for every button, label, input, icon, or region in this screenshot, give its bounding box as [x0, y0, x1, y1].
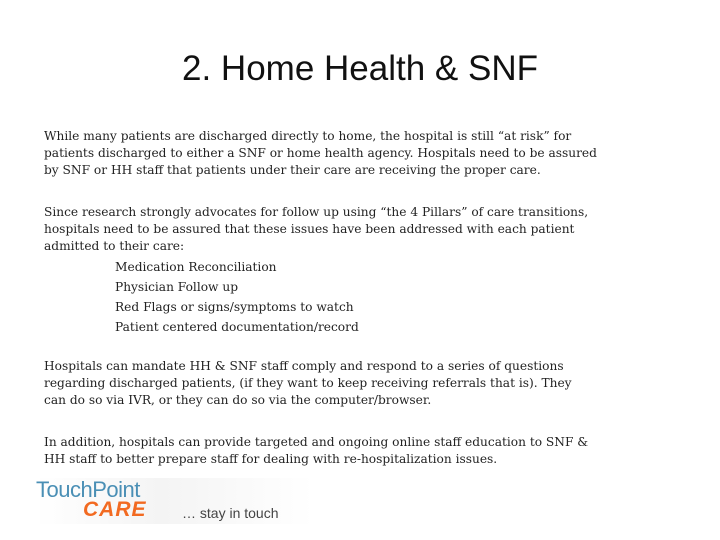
touchpoint-care-logo: [36, 478, 314, 524]
slide-title: 2. Home Health & SNF: [182, 49, 538, 88]
pillar-item: Physician Follow up: [115, 280, 239, 294]
pillars-list: [115, 257, 359, 337]
paragraph-four-pillars: Since research strongly advocates for follow up using “the 4 Pillars” of care transitions, hospitals need to be assured that these issues have been addressed with each patient admitted to their care:: [44, 205, 589, 253]
logo-tagline: … stay in touch: [182, 505, 279, 521]
pillar-item: Red Flags or signs/symptoms to watch: [115, 300, 354, 314]
paragraph-education: In addition, hospitals can provide targeted and ongoing online staff education to SNF & HH staff to better prepare staff for dealing with re-hospitalization issues.: [44, 435, 589, 466]
paragraph-mandate: Hospitals can mandate HH & SNF staff comply and respond to a series of questions regarding discharged patients, (if they want to keep receiving referrals that is). They can do so via IVR, or they can do so via the computer/browser.: [44, 359, 572, 407]
pillar-item: Patient centered documentation/record: [115, 320, 359, 334]
pillar-item: Medication Reconciliation: [115, 260, 277, 274]
paragraph-at-risk: While many patients are discharged directly to home, the hospital is still “at risk” for patients discharged to either a SNF or home health agency. Hospitals need to be assured by SNF or HH staff that patients under their care are receiving the proper care.: [44, 129, 597, 177]
logo-brand-care: CARE: [83, 498, 147, 521]
logo-brand-touchpoint: TouchPoint: [36, 477, 140, 502]
